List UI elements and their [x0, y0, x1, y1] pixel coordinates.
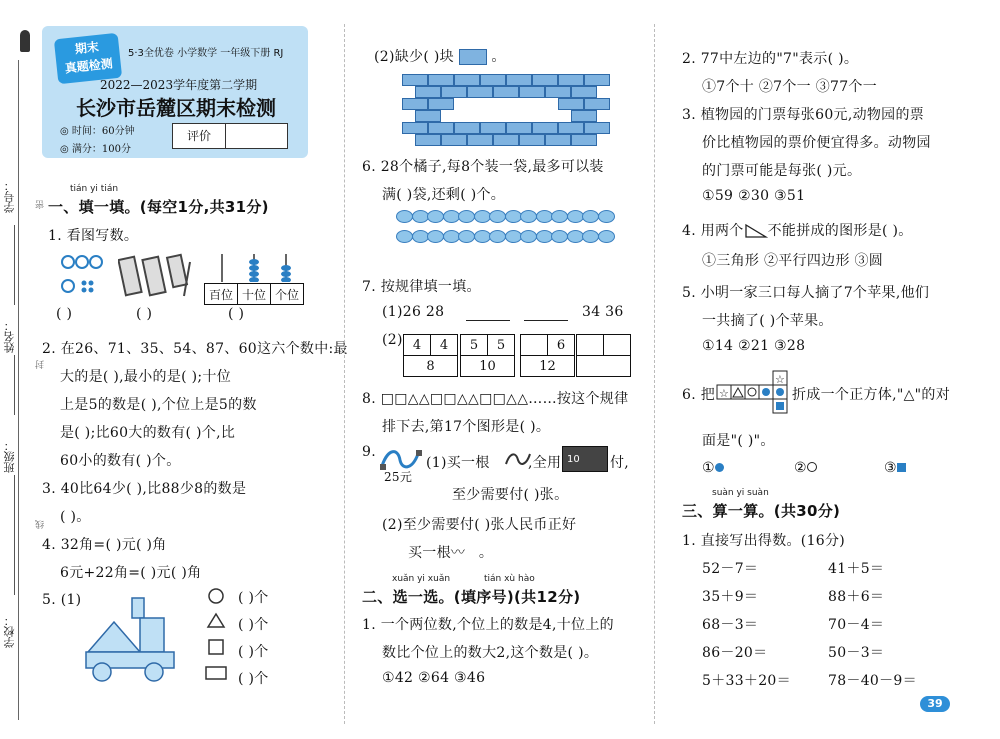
q2-line-3: 上是5的数是( ),个位上是5的数	[60, 397, 257, 413]
q6-line-2: 满( )袋,还剩( )个。	[382, 187, 506, 203]
q9-1-text-b: ,全用	[528, 455, 562, 471]
c3-q6-opt2-label: ②	[794, 460, 807, 476]
orange-item	[458, 230, 475, 243]
brick	[467, 134, 493, 146]
q7-t2-sum: 10	[461, 356, 515, 377]
q5-rectangle-count[interactable]: ( )个	[238, 671, 269, 687]
svg-text:☆: ☆	[775, 373, 785, 386]
brick	[467, 86, 493, 98]
brick	[532, 122, 558, 134]
q7-t1-sum: 8	[404, 356, 458, 377]
c3-q6-option-2	[794, 460, 817, 476]
school-year: 2022—2023学年度第二学期	[100, 78, 258, 92]
sec2-pinyin-b: tián xù hào	[484, 574, 535, 584]
s2q1-options: ①42 ②64 ③46	[382, 670, 486, 686]
brick	[402, 98, 428, 110]
shape-legend	[204, 587, 228, 687]
score-info: ◎ 满分：100分	[60, 144, 131, 155]
orange-item	[536, 230, 553, 243]
brick	[402, 74, 428, 86]
badge-line-1: 期末	[74, 39, 100, 57]
brick	[415, 110, 441, 122]
orange-item	[412, 210, 429, 223]
c3-q3-line-3: 的门票可能是每张( )元。	[702, 163, 862, 179]
q5-circle-count[interactable]: ( )个	[238, 590, 269, 606]
brick	[571, 134, 597, 146]
calc-right-2: 88＋6＝	[828, 589, 885, 605]
sec2-pinyin-a: xuǎn yi xuǎn	[392, 574, 451, 584]
brick	[480, 122, 506, 134]
q5-2-prompt: (2)缺少( )块 。	[374, 49, 506, 65]
q7-table-4[interactable]	[576, 334, 631, 377]
section-2-title: 二、选一选。(填序号)(共12分)	[362, 588, 581, 606]
q4-line-1: 4. 32角=( )元( )角	[42, 537, 167, 553]
column-divider-1	[344, 24, 345, 724]
right-triangle-icon	[744, 223, 768, 239]
q2-line-2: 大的是( ),最小的是( );十位	[60, 369, 232, 385]
school-label: 学校：	[3, 615, 16, 648]
q1-answer-3[interactable]: ( )	[228, 306, 245, 322]
q4-line-2: 6元+22角=( )元( )角	[60, 565, 202, 581]
brick	[558, 122, 584, 134]
q9-2-line-1: (2)至少需要付( )张人民币正好	[382, 517, 577, 533]
brick	[415, 134, 441, 146]
brick	[545, 86, 571, 98]
q7-prompt: 7. 按规律填一填。	[362, 279, 481, 295]
id-write-line	[14, 225, 16, 305]
time-info: ◎ 时间：60分钟	[60, 126, 135, 137]
class-label: 班级：	[3, 440, 16, 473]
orange-item	[567, 230, 584, 243]
calc-left-3: 68－3＝	[702, 617, 759, 633]
calc-left-4: 86－20＝	[702, 645, 768, 661]
c3-q6-text-b: 折成一个正方体,"△"的对	[792, 387, 950, 403]
time-text: 时间：60分钟	[71, 126, 135, 137]
q7-t4-a[interactable]	[577, 335, 604, 356]
q1-answer-2[interactable]: ( )	[136, 306, 153, 322]
s2q1-line-2: 数比个位上的数大2,这个数是( )。	[382, 645, 599, 661]
section-1-title: 一、填一填。(每空1分,共31分)	[48, 198, 269, 216]
c3-q6-option-1	[702, 460, 724, 476]
orange-item	[412, 230, 429, 243]
oranges-image	[396, 210, 616, 250]
cube-net-image	[716, 368, 788, 418]
orange-item	[396, 210, 413, 223]
q5-triangle-count[interactable]: ( )个	[238, 617, 269, 633]
brick	[584, 74, 610, 86]
hollow-circle-icon	[807, 462, 817, 472]
column-divider-2	[654, 24, 655, 724]
orange-item	[443, 210, 460, 223]
filled-circle-icon	[715, 463, 724, 472]
student-id-label: 学号：	[3, 180, 16, 213]
q7-t4-b[interactable]	[604, 335, 631, 356]
c3-q6-text-a: 6. 把	[682, 387, 716, 403]
banknote-value: 10	[567, 454, 580, 465]
c3-q6-line-2: 面是"( )"。	[702, 433, 775, 449]
q9-1-text-c: 付,	[610, 455, 630, 471]
q1-answer-1[interactable]: ( )	[56, 306, 73, 322]
brick	[558, 74, 584, 86]
student-name-label: 姓名：	[3, 320, 16, 353]
brick	[493, 86, 519, 98]
q7-t2-a: 5	[461, 335, 488, 356]
q5-square-count[interactable]: ( )个	[238, 644, 269, 660]
banknote-10-yuan-icon	[562, 446, 608, 472]
filled-square-icon	[897, 463, 906, 472]
q9-2-text: 买一根	[408, 545, 451, 561]
brick	[441, 134, 467, 146]
c3-q5-line-2: 一共摘了( )个苹果。	[702, 313, 833, 329]
q7-t1-b: 4	[431, 335, 458, 356]
pv-hundreds: 百位	[205, 284, 238, 305]
brick	[558, 98, 584, 110]
orange-item	[536, 210, 553, 223]
brick	[532, 74, 558, 86]
q9-1-text-a: (1)买一根	[426, 455, 490, 471]
q2-line-1: 2. 在26、71、35、54、87、60这六个数中:最	[42, 341, 348, 357]
brick-icon	[459, 49, 487, 65]
q7-t4-sum[interactable]	[577, 356, 631, 377]
brick	[571, 86, 597, 98]
q7-t3-b: 6	[548, 335, 575, 356]
q7-table-1	[403, 334, 458, 377]
q7-1-end: 34 36	[582, 304, 624, 320]
brick	[402, 122, 428, 134]
s3q1-prompt: 1. 直接写出得数。(16分)	[682, 533, 846, 549]
evaluation-label: 评价	[173, 124, 226, 148]
pv-tens: 十位	[238, 284, 271, 305]
q1-prompt: 1. 看图写数。	[48, 228, 139, 244]
orange-item	[427, 230, 444, 243]
orange-item	[598, 210, 615, 223]
sec3-pinyin: suàn yi suàn	[712, 488, 769, 498]
seal-mark-2: 封	[36, 360, 46, 369]
orange-item	[396, 230, 413, 243]
brick	[571, 110, 597, 122]
exam-title: 长沙市岳麓区期末检测	[76, 96, 276, 120]
c3-q6-opt3-label: ③	[884, 460, 897, 476]
orange-item	[505, 230, 522, 243]
q5-label: 5. (1)	[42, 592, 82, 608]
section-3-title: 三、算一算。(共30分)	[682, 502, 841, 520]
q7-t2-b: 5	[488, 335, 515, 356]
calc-left-5: 5＋33＋20＝	[702, 673, 791, 689]
orange-item	[474, 230, 491, 243]
name-write-line	[14, 355, 16, 415]
orange-item	[427, 210, 444, 223]
orange-item	[489, 210, 506, 223]
seal-mark-1: 密	[36, 200, 46, 209]
q7-1-blank-2[interactable]	[524, 320, 568, 321]
brick	[493, 134, 519, 146]
q7-1-start: (1)26 28	[382, 304, 445, 320]
q7-2-label: (2)	[382, 332, 403, 348]
c3-q4-text-b: 不能拼成的图形是( )。	[767, 223, 913, 239]
c3-q6-option-3	[884, 460, 906, 476]
q8-line-1: 8. □□△△□□△△□□△△……按这个规律	[362, 391, 629, 407]
q9-2-line-2: 买一根〰 。	[408, 542, 493, 562]
orange-item	[598, 230, 615, 243]
c3-q2-options: ①7个十 ②7个一 ③77个一	[702, 79, 878, 95]
c3-q3-line-2: 价比植物园的票价便宜得多。动物园	[702, 135, 931, 151]
brick	[584, 98, 610, 110]
evaluation-box	[172, 123, 288, 149]
c3-q5-line-1: 5. 小明一家三口每人摘了7个苹果,他们	[682, 285, 930, 301]
brick	[415, 86, 441, 98]
rocket-icon	[20, 30, 30, 52]
q2-line-4: 是( );比60大的数有( )个,比	[60, 425, 236, 441]
brick	[428, 98, 454, 110]
c3-q6-line-1	[682, 384, 715, 404]
calc-left-1: 52－7＝	[702, 561, 759, 577]
orange-item	[443, 230, 460, 243]
jump-rope-small-icon-2: 〰	[450, 545, 466, 561]
c3-q5-options: ①14 ②21 ③28	[702, 338, 806, 354]
q3-line-2: ( )。	[60, 509, 91, 525]
stick-bundles-image	[118, 252, 196, 300]
q7-1-blank-1[interactable]	[466, 320, 510, 321]
binding-line	[18, 60, 19, 720]
c3-q4-options: ①三角形 ②平行四边形 ③圆	[702, 253, 884, 269]
s2q1-line-1: 1. 一个两位数,个位上的数是4,十位上的	[362, 617, 614, 633]
brick	[506, 122, 532, 134]
q3-line-1: 3. 40比64少( ),比88少8的数是	[42, 481, 247, 497]
c3-q3-options: ①59 ②30 ③51	[702, 188, 806, 204]
orange-item	[520, 230, 537, 243]
brick	[441, 86, 467, 98]
brick	[519, 86, 545, 98]
q7-t1-a: 4	[404, 335, 431, 356]
orange-item	[520, 210, 537, 223]
calc-right-3: 70－4＝	[828, 617, 885, 633]
calc-right-5: 78－40－9＝	[828, 673, 917, 689]
q9-number: 9.	[362, 444, 376, 460]
page-number: 39	[920, 696, 950, 712]
svg-text:☆: ☆	[719, 387, 729, 400]
brick	[506, 74, 532, 86]
orange-item	[551, 230, 568, 243]
brick	[454, 74, 480, 86]
q7-table-2	[460, 334, 515, 377]
q8-line-2: 排下去,第17个图形是( )。	[382, 419, 551, 435]
brick	[454, 122, 480, 134]
seal-mark-3: 线	[36, 520, 46, 529]
orange-item	[567, 210, 584, 223]
orange-item	[474, 210, 491, 223]
q7-t3-sum: 12	[521, 356, 575, 377]
q5-2-text: (2)缺少( )块	[374, 49, 454, 65]
score-text: 满分：100分	[71, 144, 131, 155]
c3-q3-line-1: 3. 植物园的门票每张60元,动物园的票	[682, 107, 925, 123]
calc-right-1: 41＋5＝	[828, 561, 885, 577]
q2-line-5: 60小的数有( )个。	[60, 453, 181, 469]
orange-item	[582, 210, 599, 223]
series-label: 5·3全优卷 小学数学 一年级下册 RJ	[128, 48, 284, 59]
sec1-pinyin: tián yi tián	[70, 184, 119, 194]
orange-item	[582, 230, 599, 243]
place-value-table	[204, 283, 304, 305]
jump-rope-price: 25元	[384, 470, 413, 484]
calc-left-2: 35＋9＝	[702, 589, 759, 605]
orange-item	[505, 210, 522, 223]
pv-ones: 个位	[271, 284, 304, 305]
c3-q4-text-a: 4. 用两个	[682, 223, 744, 239]
q7-table-3[interactable]	[520, 334, 575, 377]
orange-item	[458, 210, 475, 223]
brick	[545, 134, 571, 146]
block-truck-image	[84, 592, 184, 684]
orange-item	[489, 230, 506, 243]
brick	[480, 74, 506, 86]
q7-t3-a[interactable]	[521, 335, 548, 356]
brick	[519, 134, 545, 146]
brick	[428, 122, 454, 134]
calc-right-4: 50－3＝	[828, 645, 885, 661]
c3-q4-line	[682, 220, 913, 240]
orange-item	[551, 210, 568, 223]
counting-rings-image	[58, 252, 106, 298]
q9-1-answer-line: 至少需要付( )张。	[452, 487, 569, 503]
q6-line-1: 6. 28个橘子,每8个装一袋,最多可以装	[362, 159, 604, 175]
abacus-image	[206, 252, 302, 282]
brick	[584, 122, 610, 134]
c3-q2-line: 2. 77中左边的"7"表示( )。	[682, 51, 859, 67]
c3-q6-opt1-label: ①	[702, 460, 715, 476]
brick	[428, 74, 454, 86]
brick-wall-image	[402, 74, 614, 146]
class-write-line	[14, 475, 16, 595]
badge-line-2: 真题检测	[64, 56, 114, 76]
